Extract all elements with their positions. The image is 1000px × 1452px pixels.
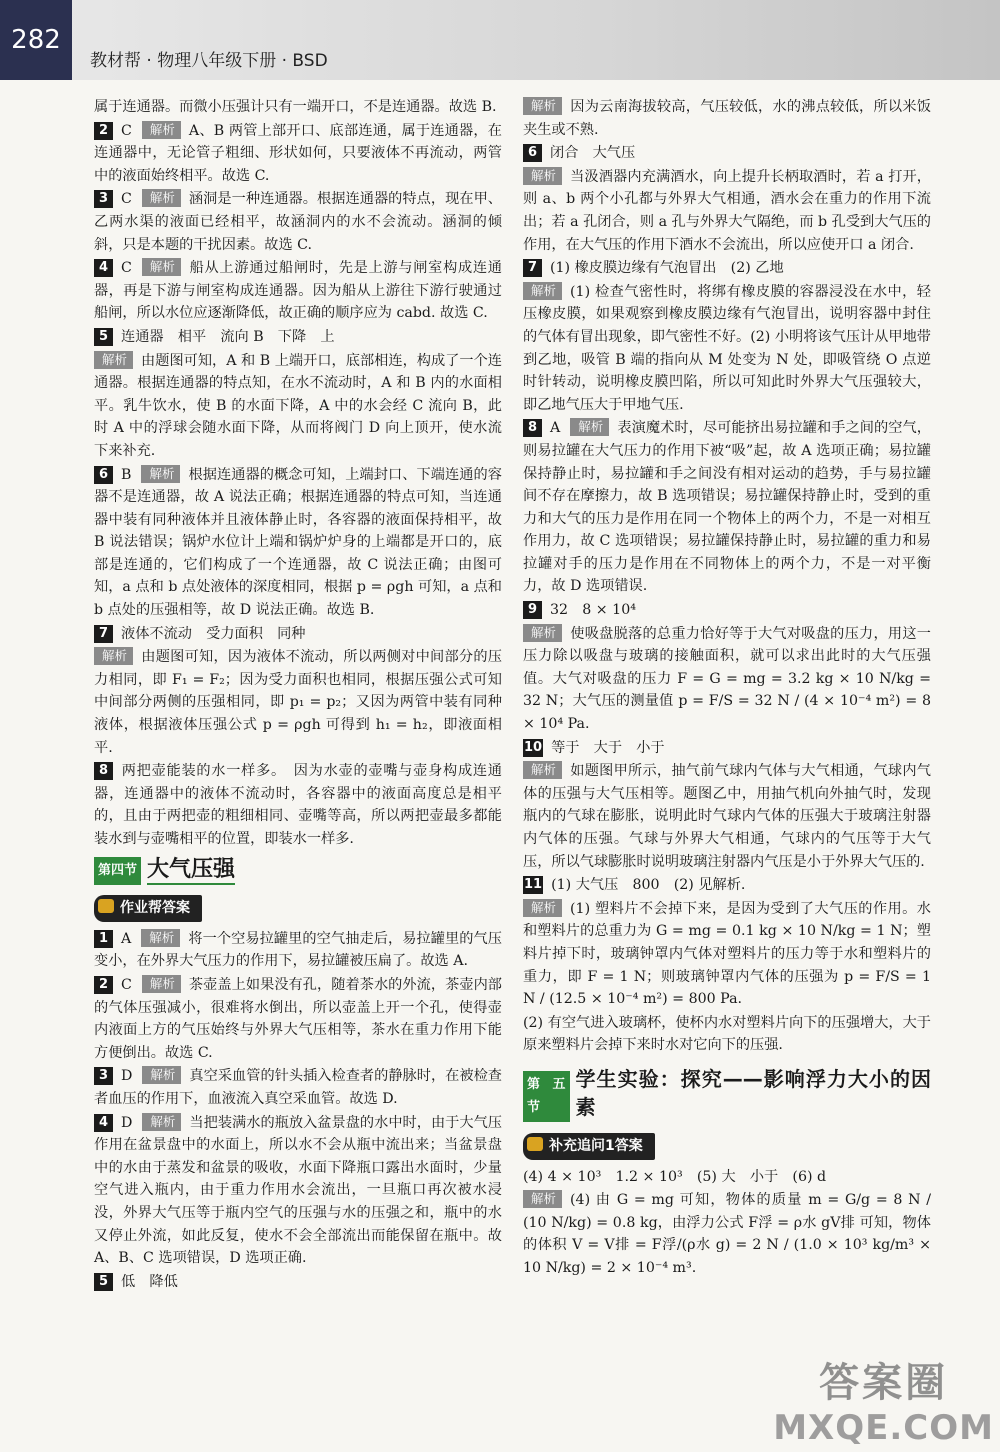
question-number: 10: [524, 739, 543, 755]
answer-item: [94, 326, 502, 349]
question-number: 8: [523, 419, 542, 437]
answer-choice: A: [550, 420, 561, 437]
answer-text: (1) 橡皮膜边缘有气泡冒出 (2) 乙地: [550, 260, 784, 277]
answer-item: [94, 974, 502, 1064]
section-heading: [523, 1065, 931, 1123]
answer-choice: A: [121, 930, 132, 947]
question-number: 8: [94, 762, 113, 780]
analysis-text: 因为云南海拔较高，气压较低，水的沸点较低，所以米饭夹生或不熟.: [523, 99, 931, 138]
analysis-text: (2) 有空气进入玻璃杯，使杯内水对塑料片向下的压强增大，大于原来塑料片会掉下来时水对它向下的压强.: [523, 1014, 931, 1054]
answer-item: [523, 599, 931, 622]
analysis-text: 将一个空易拉罐里的空气抽走后，易拉罐里的气压变小，在外界大气压力的作用下，易拉罐被压扁了。故选 A.: [94, 930, 502, 970]
answer-text: 液体不流动 受力面积 同种: [121, 625, 306, 642]
answer-item: [523, 142, 931, 165]
watermark-logo-text: 答案圈: [819, 1360, 949, 1406]
page-number: 282: [0, 0, 72, 80]
analysis-item: [523, 96, 931, 141]
answer-choice: C: [121, 191, 132, 208]
site-watermark: [773, 1351, 994, 1448]
answer-item: [94, 623, 502, 646]
analysis-item: [523, 281, 931, 417]
analysis-tag: 解析: [570, 418, 609, 436]
answer-item: [523, 737, 931, 760]
analysis-tag: 解析: [142, 258, 181, 276]
section-title: 学生实验：探究——影响浮力大小的因素: [575, 1066, 931, 1119]
page-header: [0, 0, 1000, 80]
answer-item: [523, 257, 931, 280]
answer-choice: C: [121, 122, 132, 139]
analysis-text: A、B 两管上部开口、底部连通，属于连通器，在连通器中，无论管子粗细、形状如何，只要液体不再流动，两管中的液面始终相平。故选 C.: [94, 122, 502, 184]
question-number: 4: [94, 259, 113, 277]
analysis-tag: 解析: [142, 975, 181, 993]
answer-text: 低 降低: [121, 1273, 178, 1290]
analysis-text: (1) 塑料片不会掉下来，是因为受到了大气压的作用。水和塑料片的总重力为 G = mg = 0.1 kg × 10 N/kg = 1 N；塑料片掉下时，玻璃钟罩内气体对塑料片的压力等于水和塑料片的重力，即 F = 1 N；则玻璃钟罩内气体的压强为 p = F/S = 1 N / (12.5 × 10⁻⁴ m²) = 800 Pa.: [523, 900, 931, 1008]
paragraph: [94, 96, 502, 119]
paragraph: [523, 1012, 931, 1057]
answer-item: [523, 874, 931, 897]
question-number: 6: [523, 144, 542, 162]
question-number: 1: [94, 930, 113, 948]
answer-text: 32 8 × 10⁴: [550, 602, 636, 619]
answer-choice: D: [121, 1068, 133, 1085]
analysis-text: 由题图可知，因为液体不流动，所以两侧对中间部分的压力相同，即 F₁ = F₂；因为受力面积也相同，根据压强公式可知中间部分两侧的压强相同，即 p₁ = p₂；又因为两管中装有同种液体，根据液体压强公式 p = ρgh 可得到 h₁ = h₂，即液面相平.: [94, 649, 502, 756]
analysis-item: [523, 1189, 931, 1279]
analysis-tag: 解析: [523, 761, 562, 779]
answers-ribbon: 补充追问1答案: [523, 1133, 655, 1160]
section-title: 大气压强: [147, 859, 235, 886]
question-number: 9: [523, 601, 542, 619]
analysis-item: [523, 760, 931, 873]
right-column: [523, 96, 931, 1281]
answer-item: [94, 257, 502, 325]
analysis-tag: 解析: [523, 97, 562, 115]
answer-item: [523, 1166, 931, 1189]
question-number: 2: [94, 122, 113, 140]
answer-text: 连通器 相平 流向 B 下降 上: [121, 328, 335, 345]
analysis-tag: 解析: [141, 929, 180, 947]
watermark-url: MXQE.COM: [773, 1408, 994, 1448]
answer-text: 等于 大于 小于: [551, 739, 665, 756]
analysis-tag: 解析: [94, 647, 133, 665]
analysis-tag: 解析: [141, 465, 180, 483]
section-heading: [94, 857, 502, 886]
book-title: 教材帮 · 物理八年级下册 · BSD: [90, 51, 328, 71]
analysis-text: 船从上游通过船闸时，先是上游与闸室构成连通器，再是下游与闸室构成连通器。因为船从上游往下游行驶通过船闸，所以水位应逐渐降低，故正确的顺序应为 cabd. 故选 C.: [94, 260, 502, 322]
question-number: 5: [94, 1273, 113, 1291]
answer-item: [523, 417, 931, 598]
answer-choice: C: [121, 260, 132, 277]
answer-item: [94, 120, 502, 188]
analysis-tag: 解析: [523, 624, 562, 642]
answer-text: (4) 4 × 10³ 1.2 × 10³ (5) 大 小于 (6) d: [523, 1168, 827, 1185]
analysis-tag: 解析: [142, 189, 181, 207]
section-tag: 第四节: [94, 857, 141, 886]
answers-ribbon: 作业帮答案: [94, 895, 202, 922]
analysis-item: [94, 646, 502, 759]
analysis-item: [523, 623, 931, 736]
answer-item: [94, 464, 502, 622]
analysis-item: [94, 350, 502, 463]
answer-choice: B: [121, 466, 132, 483]
analysis-text: 由题图可知，A 和 B 上端开口，底部相连，构成了一个连通器。根据连通器的特点知，在水不流动时，A 和 B 内的水面相平。乳牛饮水，使 B 的水面下降，A 中的水会经 C 流向 B，此时 A 中的浮球会随水面下降，从而将阀门 D 向上顶开，使水流下来补充.: [94, 352, 502, 459]
question-number: 11: [524, 877, 543, 893]
analysis-tag: 解析: [523, 282, 562, 300]
answer-item: [94, 1271, 502, 1294]
analysis-tag: 解析: [523, 167, 562, 185]
answer-text: (1) 大气压 800 (2) 见解析.: [551, 877, 746, 894]
analysis-text: (4) 由 G = mg 可知，物体的质量 m = G/g = 8 N / (10 N/kg) = 0.8 kg，由浮力公式 F浮 = ρ水 gV排 可知，物体的体积 V = V排 = F浮/(ρ水 g) = 2 N / (1.0 × 10³ kg/m³ × 10 N/kg) = 2 × 10⁻⁴ m³.: [523, 1192, 931, 1276]
question-number: 2: [94, 976, 113, 994]
question-number: 6: [94, 466, 113, 484]
analysis-tag: 解析: [94, 351, 133, 369]
answer-item: [94, 760, 502, 850]
answer-choice: C: [121, 976, 132, 993]
question-number: 5: [94, 328, 113, 346]
question-number: 7: [523, 259, 542, 277]
answer-text: 闭合 大气压: [550, 145, 636, 162]
analysis-item: [523, 898, 931, 1011]
analysis-text: 如题图甲所示，抽气前气球内气体与大气相通，气球内气体的压强与大气压相等。题图乙中，用抽气机向外抽气时，发现瓶内的气球在膨胀，说明此时气球内气体的压强大于玻璃注射器内气体的压强。气球与外界大气相通，气球内的气压等于大气压，所以气球膨胀时说明玻璃注射器内气压是小于外界大气压的.: [523, 763, 931, 870]
question-number: 4: [94, 1114, 113, 1132]
analysis-text: 当汲酒器内充满酒水，向上提升长柄取酒时，若 a 打开，则 a、b 两个小孔都与外界大气相通，酒水会在重力的作用下流出；若 a 孔闭合，则 a 孔与外界大气隔绝，而 b 孔受到大气压的作用，在大气压的作用下酒水不会流出，所以应使开口 a 闭合.: [523, 168, 931, 253]
analysis-text: 真空采血管的针头插入检查者的静脉时，在被检查者血压的作用下，血液流入真空采血管。故选 D.: [94, 1068, 502, 1107]
answer-item: [94, 928, 502, 973]
question-number: 3: [94, 1067, 113, 1085]
analysis-text: 使吸盘脱落的总重力恰好等于大气对吸盘的压力，用这一压力除以吸盘与玻璃的接触面积，就可以求出此时的大气压强值。大气对吸盘的压力 F = G = mg = 3.2 kg × 10 N/kg = 32 N；大气压的测量值 p = F/S = 32 N / (4 × 10⁻⁴ m²) = 8 × 10⁴ Pa.: [523, 625, 931, 733]
analysis-text: (1) 检查气密性时，将绑有橡皮膜的容器浸没在水中，轻压橡皮膜，如果观察到橡皮膜边缘有气泡冒出，说明容器中封住的气体有冒出现象，即气密性不好。(2) 小明将该气压计从甲地带到乙地，吸管 B 端的指向从 M 处变为 N 处，即吸管绕 O 点逆时针转动，说明橡皮膜凹陷，所以可知此时外界大气压强较大，即乙地气压大于甲地气压.: [523, 283, 931, 413]
answer-item: [94, 1065, 502, 1110]
analysis-item: [523, 166, 931, 256]
analysis-text: 涵洞是一种连通器。根据连通器的特点，现在甲、乙两水渠的液面已经相平，故涵洞内的水不会流动。涵洞的倾斜，只是本题的干扰因素。故选 C.: [94, 191, 502, 253]
analysis-text: 根据连通器的概念可知，上端封口、下端连通的容器不是连通器，故 A 说法正确；根据连通器的特点可知，当连通器中装有同种液体并且液体静止时，各容器的液面保持相平，故 B 说法错误；锅炉水位计上端和锅炉炉身的上端都是开口的，底部是连通的，它们构成了一个连通器，故 C 说法正确；由图可知，a 点和 b 点处液体的深度相同，根据 p = ρgh 可知，a 点和 b 点处的压强相等，故 D 说法正确。故选 B.: [94, 466, 502, 619]
analysis-tag: 解析: [142, 1066, 181, 1084]
answer-item: [94, 1112, 502, 1270]
answer-item: [94, 188, 502, 256]
question-number: 7: [94, 625, 113, 643]
section-tag: 第五节: [523, 1071, 570, 1122]
analysis-tag: 解析: [142, 1113, 181, 1131]
question-number: 3: [94, 190, 113, 208]
analysis-text: 当把装满水的瓶放入盆景盘的水中时，由于大气压作用在盆景盘中的水面上，所以水不会从瓶中流出来；当盆景盘中的水由于蒸发和盆景的吸收，水面下降瓶口露出水面时，少量空气进入瓶内，由于重力作用水会流出，一旦瓶口再次被水浸没，外界大气压等于瓶内空气的压强与水的压强之和，瓶中的水又停止外流，如此反复，使水不会全部流出而能保留在瓶中。故 A、B、C 选项错误，D 选项正确.: [94, 1114, 502, 1267]
analysis-tag: 解析: [523, 1190, 562, 1208]
analysis-tag: 解析: [523, 899, 562, 917]
left-column: [94, 96, 502, 1294]
answer-text: 属于连通器。而微小压强计只有一端开口，不是连通器。故选 B.: [94, 99, 497, 115]
analysis-text: 表演魔术时，尽可能挤出易拉罐和手之间的空气，则易拉罐在大气压力的作用下被“吸”起，故 A 选项正确；易拉罐保持静止时，易拉罐和手之间没有相对运动的趋势，手与易拉罐间不存在摩擦力，故 B 选项错误；易拉罐保持静止时，受到的重力和大气的压力是作用在同一个物体上的两个力，不是一对相互作用力，故 C 选项错误；易拉罐保持静止时，易拉罐的重力和易拉罐对手的压力是作用在不同物体上的两个力，不是一对平衡力，故 D 选项错误.: [523, 420, 931, 595]
analysis-text: 茶壶盖上如果没有孔，随着茶水的外流，茶壶内部的气体压强减小，很难将水倒出，所以壶盖上开一个孔，使得壶内液面上方的气压始终与外界大气压相等，茶水在重力作用下能方便倒出。故选 C.: [94, 976, 502, 1061]
analysis-tag: 解析: [142, 121, 181, 139]
answer-text: 两把壶能装的水一样多。 因为水壶的壶嘴与壶身构成连通器，连通器中的液体不流动时，各容器中的液面高度总是相平的，且由于两把壶的粗细相同、壶嘴等高，所以两把壶最多都能装水到与壶嘴相平的位置，即装水一样多.: [94, 763, 502, 847]
answer-choice: D: [121, 1114, 133, 1131]
